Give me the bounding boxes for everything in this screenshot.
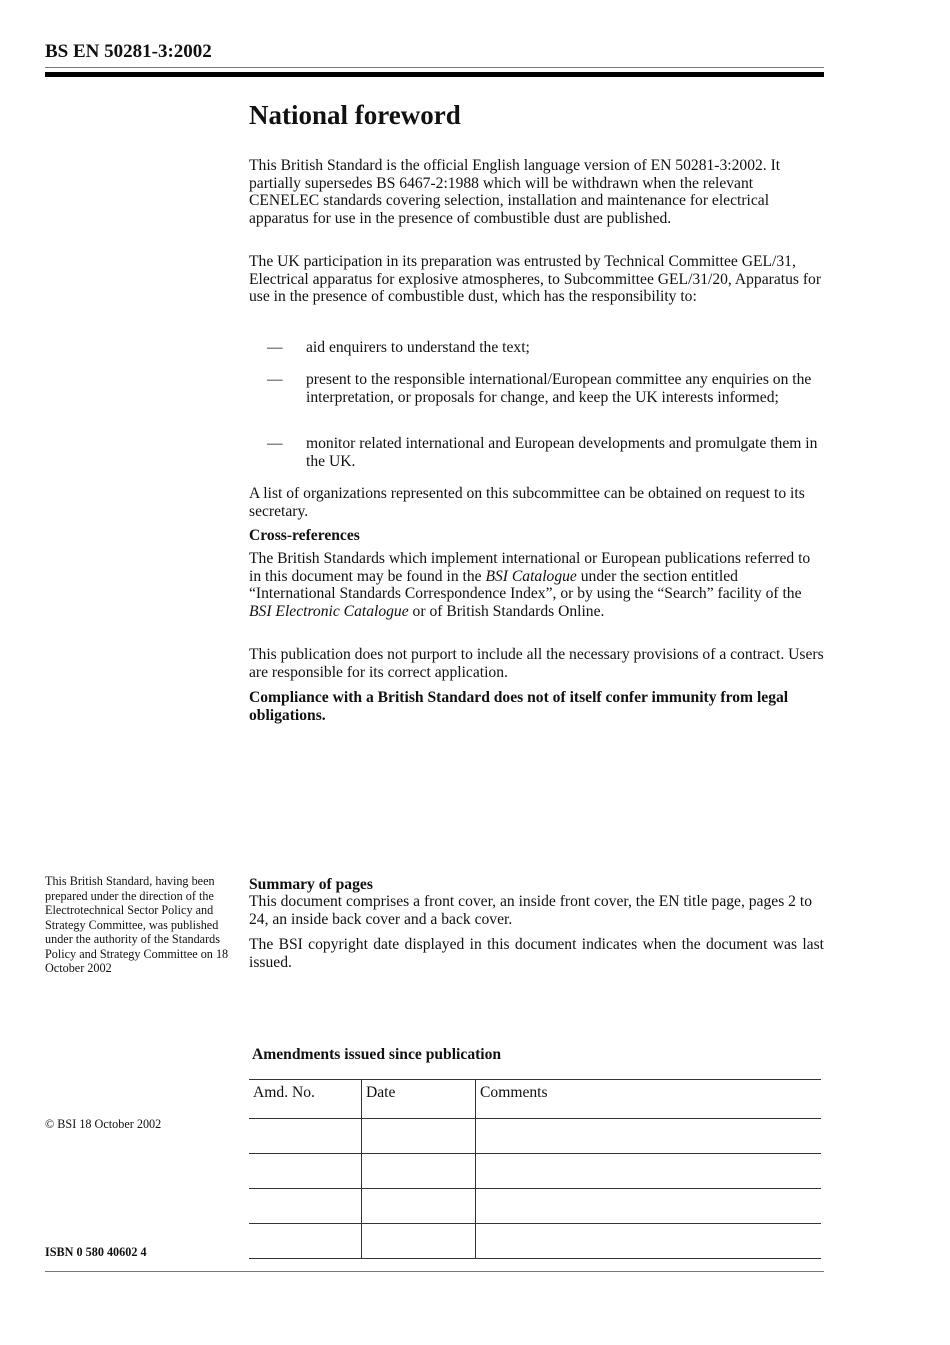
copyright-date-text: The BSI copyright date displayed in this document indicates when the document was last issued. (249, 936, 824, 971)
organizations-text: A list of organizations represented on this subcommittee can be obtained on request to its secretary. (249, 485, 805, 520)
copyright-date-paragraph (249, 936, 824, 971)
compliance-statement: Compliance with a British Standard does not of itself confer immunity from legal obligations. (249, 689, 789, 724)
footer-rule (45, 1271, 824, 1272)
table-header-row (249, 1080, 821, 1119)
cross-references-heading: Cross-references (249, 527, 360, 544)
list-item (267, 339, 824, 357)
intro-paragraph (249, 157, 824, 227)
column-header-amd-no: Amd. No. (249, 1080, 362, 1119)
participation-paragraph (249, 253, 824, 306)
list-dash: — (267, 435, 283, 452)
list-item-text: present to the responsible international/European committee any enquiries on the interpretation, or proposals for change, and keep the UK interests informed; (306, 371, 812, 406)
header-rule-thick (45, 72, 824, 77)
cross-references-text: The British Standards which implement international or European publications referred to in this document may be found in the BSI Catalogue under the section entitled “International Standards Correspondence Index”, or by using the “Search” facility of the BSI Electronic Catalogue or of British Standards Online. (249, 550, 811, 620)
provisions-text: This publication does not purport to include all the necessary provisions of a contract. Users are responsible for its correct application. (249, 646, 824, 681)
column-header-date: Date (362, 1080, 476, 1119)
provisions-paragraph (249, 646, 824, 681)
bsi-electronic-catalogue-title: BSI Electronic Catalogue (249, 602, 409, 620)
summary-heading: Summary of pages (249, 876, 373, 893)
summary-text: This document comprises a front cover, an inside front cover, the EN title page, pages 2 to 24, an inside back cover and a back cover. (249, 893, 812, 928)
list-item (267, 435, 824, 471)
table-row (249, 1119, 821, 1154)
intro-text: This British Standard is the official English language version of EN 50281-3:2002. It partially supersedes BS 6467-2:1988 which will be withdrawn when the relevant CENELEC standards covering selection, installation and maintenance for electrical apparatus for use in the presence of combustible dust are published. (249, 157, 781, 227)
preparation-note: This British Standard, having been prepared under the direction of the Electrotechnical Sector Policy and Strategy Committee, was published under the authority of the Standards Policy and Strategy Committee on 18 October 2002 (45, 874, 229, 975)
participation-text: The UK participation in its preparation was entrusted by Technical Committee GEL/31, Electrical apparatus for explosive atmospheres, to Subcommittee GEL/31/20, Apparatus for use in the presence of combustible dust, which has the responsibility to: (249, 253, 822, 306)
page-title: National foreword (249, 100, 461, 130)
table-row (249, 1224, 821, 1259)
list-item-text: aid enquirers to understand the text; (306, 339, 530, 356)
bsi-catalogue-title: BSI Catalogue (485, 567, 577, 585)
standard-number: BS EN 50281-3:2002 (45, 41, 212, 62)
isbn: ISBN 0 580 40602 4 (45, 1245, 147, 1259)
summary-paragraph (249, 893, 824, 928)
table-row (249, 1154, 821, 1189)
header-rule-thin (45, 67, 824, 68)
list-item-text: monitor related international and European developments and promulgate them in the UK. (306, 435, 818, 470)
organizations-paragraph (249, 485, 824, 520)
cross-references-paragraph (249, 550, 824, 620)
column-header-comments: Comments (476, 1080, 822, 1119)
copyright-notice: © BSI 18 October 2002 (45, 1117, 162, 1131)
amendments-title: Amendments issued since publication (252, 1046, 502, 1063)
list-dash: — (267, 371, 283, 388)
table-row (249, 1189, 821, 1224)
list-dash: — (267, 339, 283, 356)
list-item (267, 371, 824, 425)
amendments-table (249, 1079, 821, 1259)
